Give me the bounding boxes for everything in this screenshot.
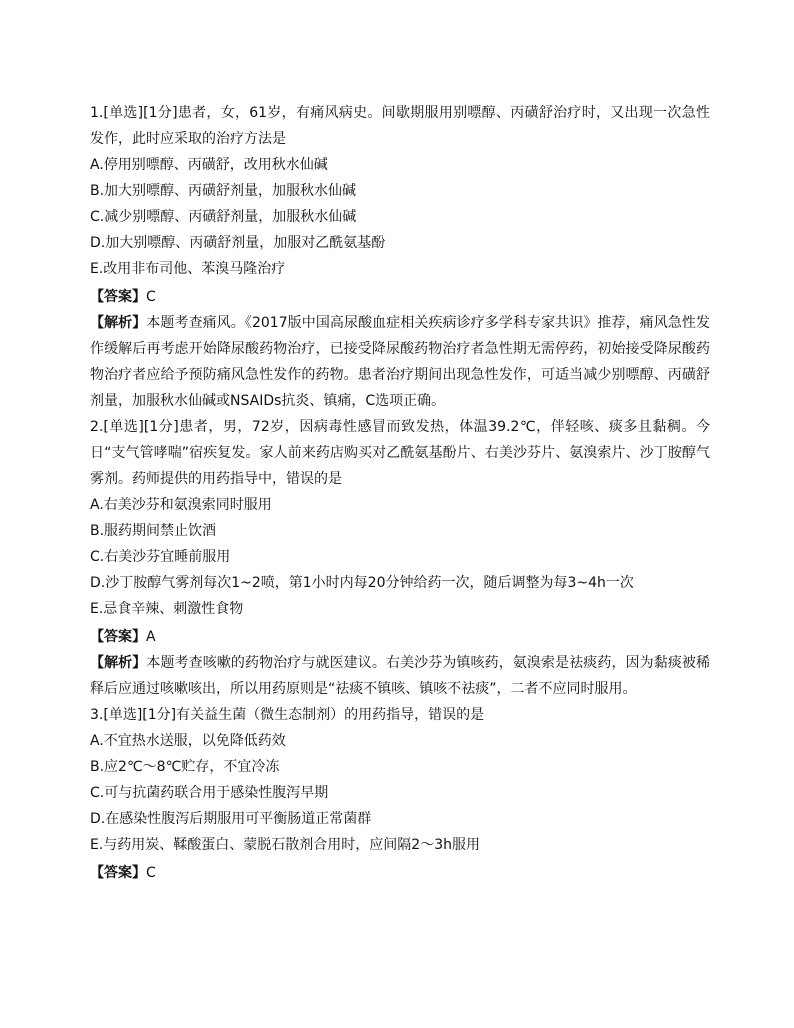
analysis-line bbox=[90, 650, 710, 702]
option-e: E.改用非布司他、苯溴马隆治疗 bbox=[90, 261, 286, 277]
question-3 bbox=[90, 702, 710, 886]
option-b: B.应2℃～8℃贮存，不宜冷冻 bbox=[90, 759, 280, 775]
exam-page bbox=[90, 100, 710, 886]
answer-line bbox=[90, 860, 710, 886]
option-d: D.沙丁胺醇气雾剂每次1~2喷，第1小时内每20分钟给药一次，随后调整为每3~4h一次 bbox=[90, 575, 634, 591]
option-a: A.不宜热水送服，以免降低药效 bbox=[90, 733, 286, 749]
question-stem: 1.[单选][1分]患者，女，61岁，有痛风病史。间歇期服用别嘌醇、丙磺舒治疗时，又出现一次急性发作，此时应采取的治疗方法是 bbox=[90, 105, 710, 147]
analysis-label: 【解析】 bbox=[90, 315, 147, 331]
option-e: E.忌食辛辣、刺激性食物 bbox=[90, 601, 244, 617]
question-stem: 2.[单选][1分]患者，男，72岁，因病毒性感冒而致发热，体温39.2℃，伴轻咳、痰多且黏稠。今日“支气管哮喘”宿疾复发。家人前来药店购买对乙酰氨基酚片、右美沙芬片、氨溴索片、沙丁胺醇气雾剂。药师提供的用药指导中，错误的是 bbox=[90, 419, 710, 487]
question-2 bbox=[90, 414, 710, 702]
answer-label: 【答案】 bbox=[90, 289, 146, 305]
answer-label: 【答案】 bbox=[90, 629, 146, 645]
option-d: D.在感染性腹泻后期服用可平衡肠道正常菌群 bbox=[90, 811, 372, 827]
answer-value: C bbox=[146, 865, 156, 881]
option-d: D.加大别嘌醇、丙磺舒剂量，加服对乙酰氨基酚 bbox=[90, 235, 386, 251]
answer-value: C bbox=[146, 289, 156, 305]
answer-value: A bbox=[146, 629, 156, 645]
answer-line bbox=[90, 284, 710, 310]
option-e: E.与药用炭、鞣酸蛋白、蒙脱石散剂合用时，应间隔2～3h服用 bbox=[90, 837, 480, 853]
analysis-text: 本题考查痛风。《2017版中国高尿酸血症相关疾病诊疗多学科专家共识》推荐，痛风急性发作缓解后再考虑开始降尿酸药物治疗，已接受降尿酸药物治疗者急性期无需停药，初始接受降尿酸药物治疗者应给予预防痛风急性发作的药物。患者治疗期间出现急性发作，可适当减少别嘌醇、丙磺舒剂量，加服秋水仙碱或NSAIDs抗炎、镇痛，C选项正确。 bbox=[90, 315, 710, 409]
question-1 bbox=[90, 100, 710, 414]
option-c: C.可与抗菌药联合用于感染性腹泻早期 bbox=[90, 785, 329, 801]
analysis-line bbox=[90, 310, 710, 414]
option-a: A.停用别嘌醇、丙磺舒，改用秋水仙碱 bbox=[90, 157, 328, 173]
option-b: B.加大别嘌醇、丙磺舒剂量，加服秋水仙碱 bbox=[90, 183, 357, 199]
question-stem: 3.[单选][1分]有关益生菌（微生态制剂）的用药指导，错误的是 bbox=[90, 707, 485, 723]
option-c: C.减少别嘌醇、丙磺舒剂量，加服秋水仙碱 bbox=[90, 209, 357, 225]
answer-line bbox=[90, 624, 710, 650]
analysis-text: 本题考查咳嗽的药物治疗与就医建议。右美沙芬为镇咳药，氨溴索是祛痰药，因为黏痰被稀释后应通过咳嗽咳出，所以用药原则是“祛痰不镇咳、镇咳不祛痰”，二者不应同时服用。 bbox=[90, 655, 711, 697]
option-c: C.右美沙芬宜睡前服用 bbox=[90, 549, 231, 565]
analysis-label: 【解析】 bbox=[90, 655, 147, 671]
option-b: B.服药期间禁止饮酒 bbox=[90, 523, 217, 539]
answer-label: 【答案】 bbox=[90, 865, 146, 881]
option-a: A.右美沙芬和氨溴索同时服用 bbox=[90, 497, 272, 513]
